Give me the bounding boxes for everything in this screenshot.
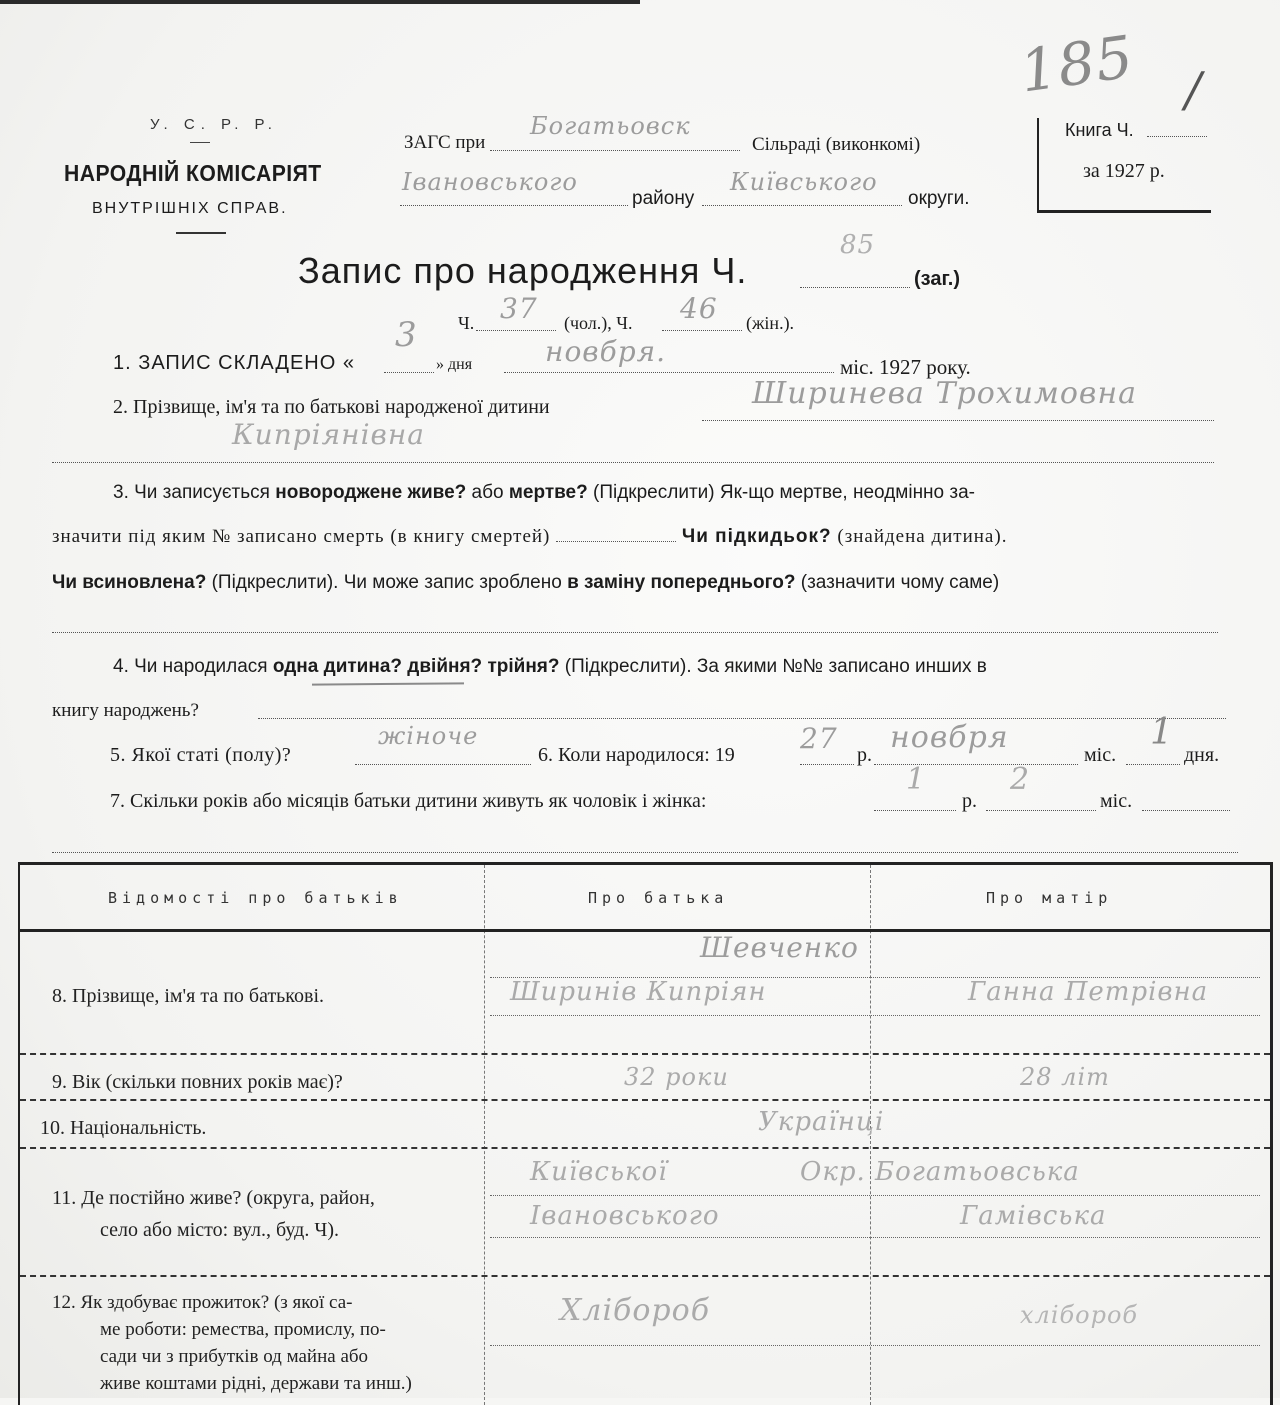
item5-value[interactable]: жіноче [378,722,479,750]
row11-label-line2: село або місто: вул., буд. Ч). [100,1219,340,1241]
divider [176,232,226,234]
document-title: Запис про народження Ч. [298,250,748,291]
item7-months-line [986,810,1096,811]
republic-label: У. С. Р. Р. [150,116,278,133]
item3-text: (знайдена дитина). [837,526,1008,547]
silradi-label: Сільраді (виконкомі) [752,134,921,155]
book-label: Книга Ч. [1065,120,1134,140]
row10-label: 10. Національність. [40,1117,207,1139]
item3-text: (зазначити чому саме) [800,572,1000,593]
total-suffix: (заг.) [914,268,961,290]
row11-line2 [490,1237,1260,1238]
row12-label-line4: живе коштами рідні, держави та инш.) [100,1373,412,1394]
item3-replacement-question[interactable]: в заміну попереднього? [567,572,796,593]
item3-foundling-question[interactable]: Чи підкидьок? [681,526,832,547]
table-header-father: Про батька [588,889,729,907]
item6-month-line [874,764,1078,765]
row-rule [20,1099,1270,1101]
item7-answer-line[interactable] [52,852,1238,853]
header-rule [20,929,1270,932]
male-prefix: Ч. [458,313,475,333]
raion-label: району [632,188,695,209]
divider [190,142,210,143]
item6-day-value[interactable]: 1 [1150,712,1174,753]
item4-option-triplets[interactable]: трійня? [487,656,560,677]
item3-text: (Підкреслити) Як-що мертве, неодмінно за- [593,482,976,503]
row11-father-line1[interactable]: Київської [530,1157,668,1187]
item2-line1 [702,420,1214,421]
row12-label-line1: 12. Як здобуває прожиток? (з якої са- [52,1292,353,1313]
book-year: за 1927 р. [1083,160,1165,182]
female-number-line [662,330,742,331]
row11-label-line1: 11. Де постійно живе? (округа, район, [52,1187,375,1209]
table-header-mother: Про матір [986,889,1113,907]
row12-label-line3: сади чи з прибутків од майна або [100,1346,369,1367]
item6-year-line [800,764,854,765]
item3-line3 [52,572,999,594]
commissariat-title: НАРОДНІЙ КОМІСАРІЯТ [64,160,322,186]
row11-mother-line1[interactable]: Окр. Богатьовська [800,1157,1080,1187]
okruh-field-line [702,205,902,206]
item7-extra-line [1142,810,1230,811]
item6-year-value[interactable]: 27 [800,722,838,755]
book-number-line[interactable] [1147,136,1207,137]
row9-father-value[interactable]: 32 роки [624,1063,729,1091]
male-suffix: (чол.), Ч. [564,313,633,333]
item4-text: (Підкреслити). За якими №№ записано инших в [564,656,987,677]
row8-line2 [490,1015,1260,1016]
item3-text: або [471,482,504,503]
item6-month-suffix: міс. [1084,744,1117,766]
commissariat-subtitle: ВНУТРІШНІХ СПРАВ. [92,200,288,217]
row8-father-line2[interactable]: Ширинів Кипріян [510,977,767,1007]
item3-option-dead[interactable]: мертве? [508,482,588,503]
item6-month-value[interactable]: новбря [890,720,1009,755]
item7-months-suffix: міс. [1100,790,1133,812]
item1-year-suffix: міс. 1927 року. [840,355,971,379]
item1-month-line [504,372,834,373]
item4-option-twins[interactable]: двійня? [407,656,483,677]
row11-mother-line2[interactable]: Гамівська [960,1201,1107,1231]
parents-table [18,862,1273,1405]
total-number-value[interactable]: 85 [840,230,876,260]
item3-adopted-question[interactable]: Чи всиновлена? [52,572,207,593]
row12-father-value[interactable]: Хлібороб [560,1293,711,1328]
row-rule [20,1275,1270,1277]
female-suffix: (жін.). [746,313,795,333]
row-rule [20,1147,1270,1149]
male-number-value[interactable]: 37 [500,292,538,325]
row12-line1 [490,1345,1260,1346]
scan-edge [0,0,640,4]
row11-line1 [490,1195,1260,1196]
column-divider [484,865,485,1405]
male-number-line [476,330,556,331]
item7-label: 7. Скільки років або місяців батьки дитини живуть як чоловік і жінка: [110,790,707,812]
item3-text: 3. Чи записується [113,482,270,503]
okruh-label: округи. [908,188,970,209]
zags-label: ЗАГС при [404,132,486,153]
row8-father-line1[interactable]: Шевченко [700,931,859,964]
row8-label: 8. Прізвище, ім'я та по батькові. [52,985,325,1007]
row11-father-line2[interactable]: Івановського [530,1201,720,1231]
item3-text: значити під яким № записано смерть (в книгу смертей) [52,526,551,547]
item1-month-value[interactable]: новбря. [545,335,667,368]
item1-day-suffix: » дня [436,356,473,373]
item7-years-value[interactable]: 1 [906,762,927,797]
raion-field-line [400,205,628,206]
item3-line1 [113,482,975,504]
item7-years-line [874,810,956,811]
item6-day-line [1126,764,1180,765]
item2-label: 2. Прізвище, ім'я та по батькові народженої дитини [113,396,550,418]
raion-field-value[interactable]: Івановського [402,168,578,196]
item4-underline-mark [312,682,464,685]
item4-answer-line[interactable] [258,718,1226,719]
item3-option-alive[interactable]: новороджене живе? [275,482,467,503]
item5-label: 5. Якої статі (полу)? [110,744,292,766]
item7-years-suffix: р. [962,790,977,812]
item6-day-suffix: дня. [1184,744,1220,766]
row12-label-line2: ме роботи: ремества, промислу, по- [100,1319,386,1340]
page-mark: / [1185,62,1203,118]
item4-option-single[interactable]: одна дитина? [272,656,403,677]
item3-death-number-field[interactable] [556,541,676,542]
item4-text: 4. Чи народилася [113,656,268,677]
female-number-value[interactable]: 46 [680,292,718,325]
row9-mother-value[interactable]: 28 літ [1020,1063,1110,1091]
item6-year-suffix: р. [857,744,872,766]
item3-text: (Підкреслити). Чи може запис зроблено [211,572,562,593]
book-box [1037,118,1211,213]
item1-label: 1. ЗАПИС СКЛАДЕНО « [113,352,355,374]
table-header-info: Відомості про батьків [108,889,403,907]
item4-line1 [113,656,987,678]
row9-label: 9. Вік (скільки повних років має)? [52,1071,343,1093]
item4-line2: книгу народжень? [52,700,199,721]
item2-value-line2[interactable]: Кипріянівна [232,418,425,451]
item7-months-value[interactable]: 2 [1010,762,1031,797]
item1-day-line [384,372,434,373]
item1-day-value[interactable]: 3 [395,315,418,355]
row-rule [20,1053,1270,1055]
zags-field-line [490,150,740,151]
item2-value-line1[interactable]: Ширинева Трохимовна [752,376,1138,411]
item3-line2 [52,526,1007,548]
item3-answer-line[interactable] [52,632,1218,633]
page-number: 185 [1015,22,1138,106]
okruh-field-value[interactable]: Київського [730,168,878,196]
total-number-line [800,287,910,288]
row12-mother-value[interactable]: хлібороб [1020,1301,1139,1329]
item2-line2 [52,462,1214,463]
item5-line [355,764,531,765]
row10-value[interactable]: Українці [758,1107,885,1137]
zags-field-value[interactable]: Богатьовск [530,112,691,140]
row8-mother-line2[interactable]: Ганна Петрівна [968,977,1209,1007]
item6-label: 6. Коли народилося: 19 [538,744,735,766]
